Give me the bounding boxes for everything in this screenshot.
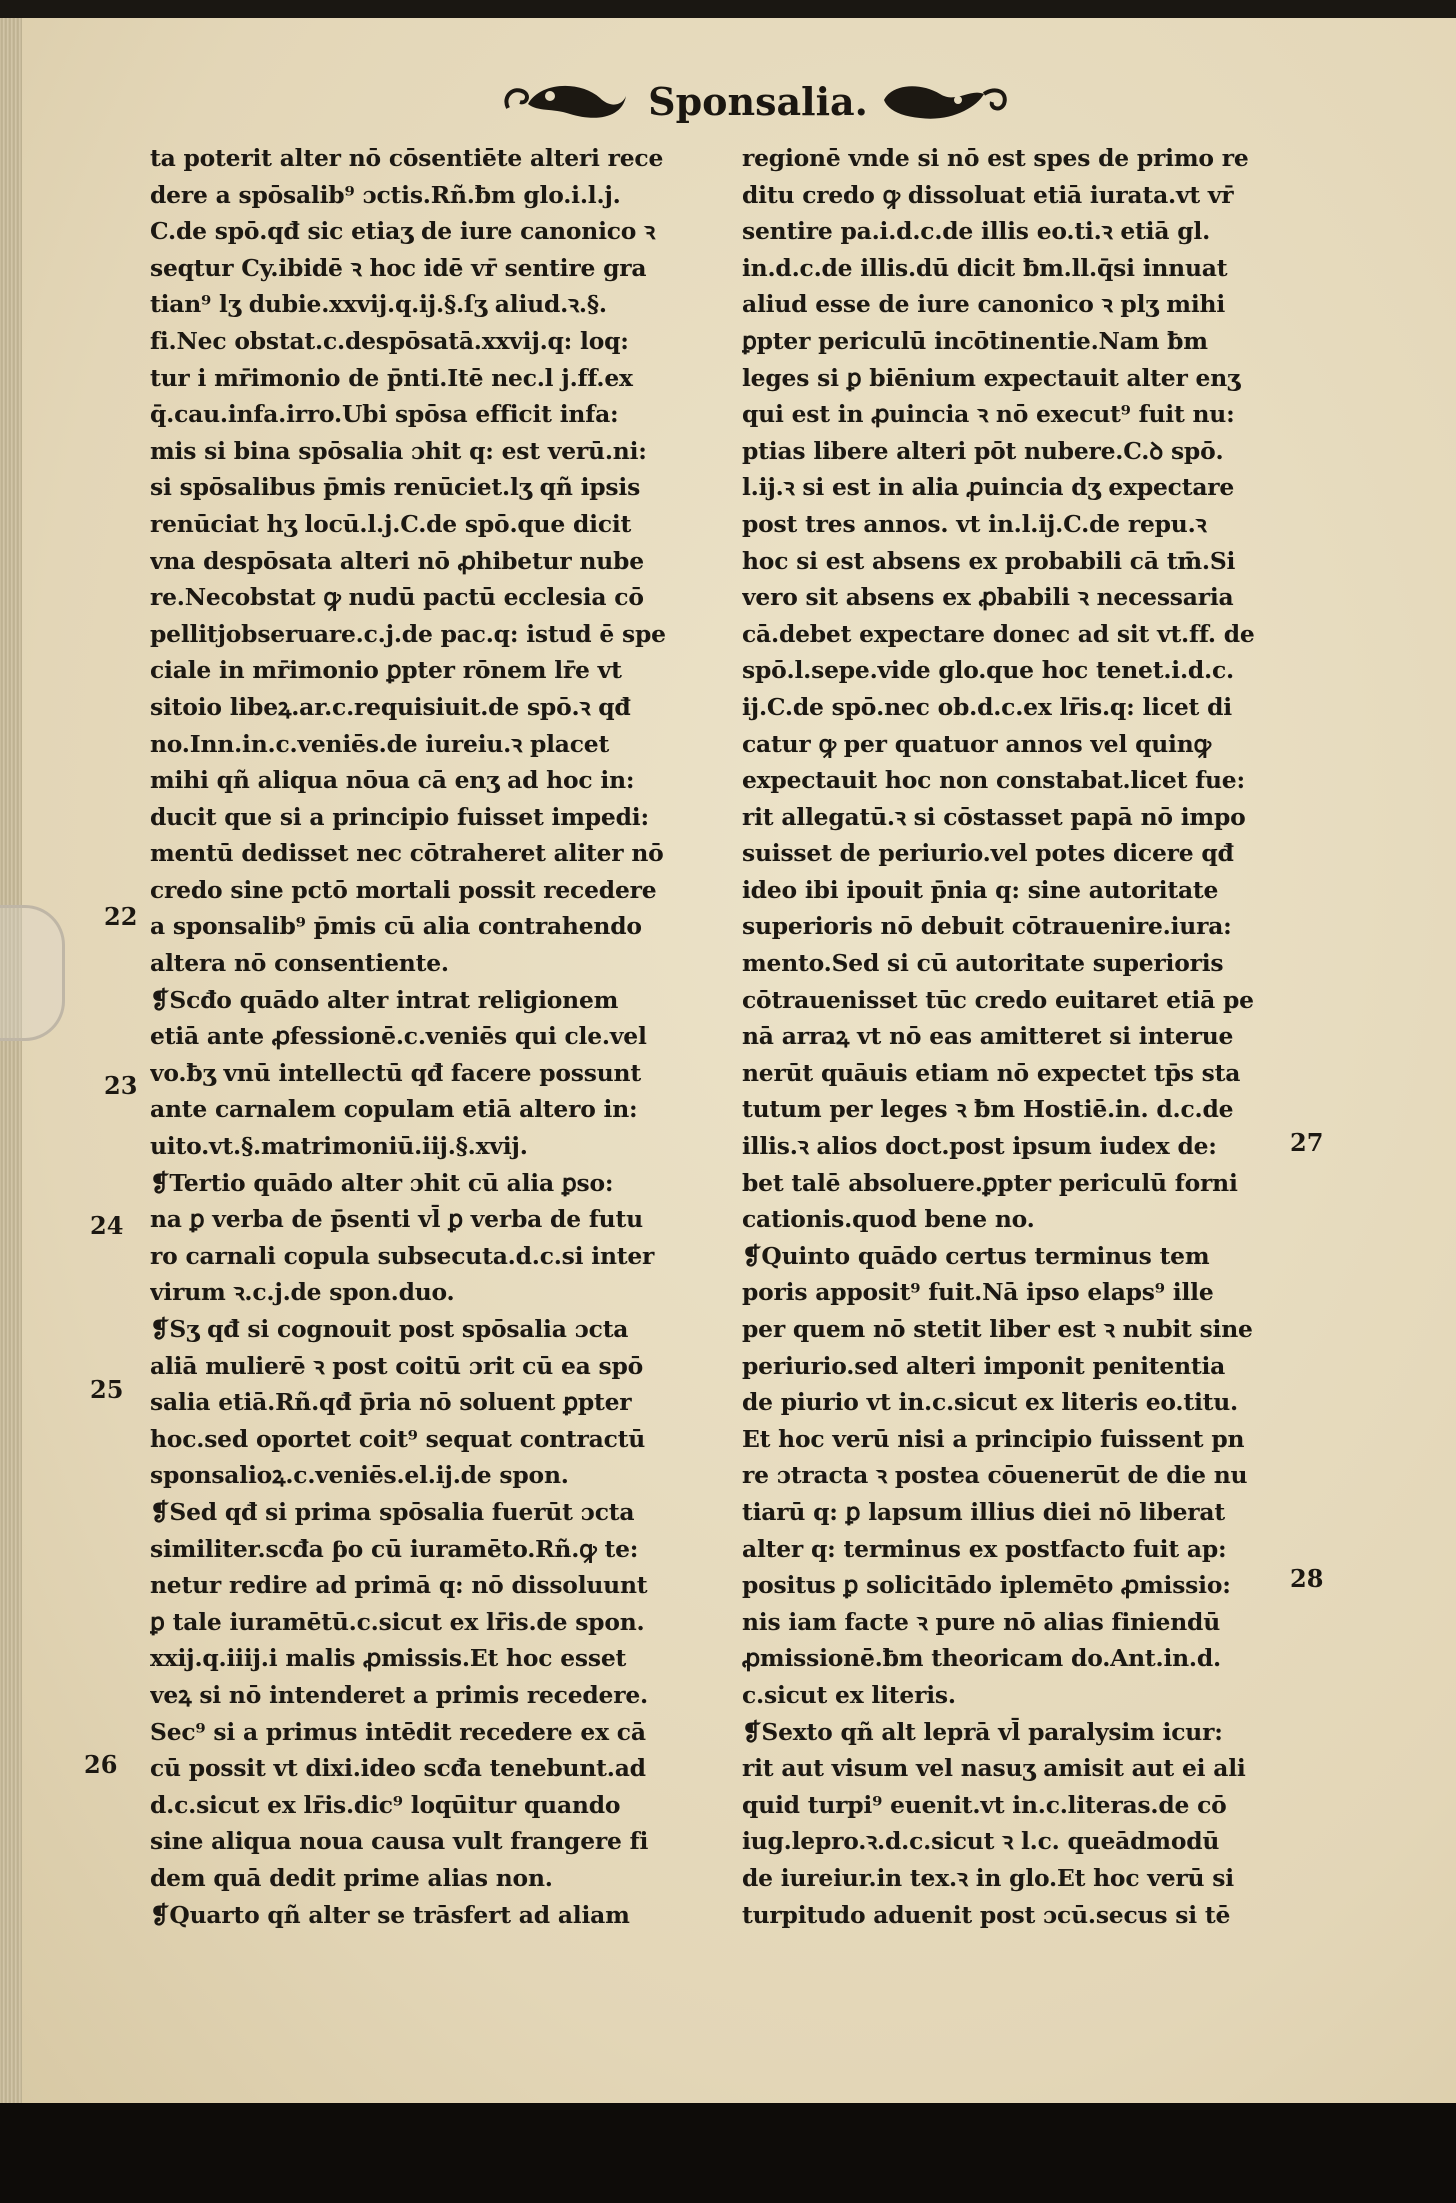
text-line: a sponsalib⁹ p̄mis cū alia contrahendo <box>150 912 642 941</box>
text-line: Et hoc verū nisi a principio fuissent pn <box>742 1424 1245 1453</box>
text-line: ideo ibi ipouit p̄nia q: sine autoritate <box>742 875 1219 904</box>
text-line: dere a spōsalib⁹ ɔctis.Rñ.ƀm glo.i.l.j. <box>150 180 621 209</box>
margin-number-22: 22 <box>104 902 138 931</box>
fleuron-left-icon <box>500 78 630 124</box>
left-text-column <box>150 140 746 1933</box>
text-line: re.Necobstat ꝙ nudū pactū ecclesia cō <box>150 583 644 612</box>
text-line: ❡Sʒ qđ si cognouit post spōsalia ɔcta <box>150 1315 629 1343</box>
text-line: tur i mr̄imonio de p̄nti.Itē nec.l j.ff.ex <box>150 363 633 392</box>
text-line: uito.vt.§.matrimoniū.iij.§.xvij. <box>150 1132 528 1161</box>
right-text-column <box>742 140 1320 1933</box>
text-line: ro carnali copula subsecuta.d.c.si inter <box>150 1241 655 1270</box>
text-line: virum ꝛ.c.j.de spon.duo. <box>150 1278 455 1307</box>
text-line: mis si bina spōsalia ɔhit q: est verū.ni: <box>150 436 647 465</box>
text-line: aliā mulierē ꝛ post coitū ɔrit cū ea spō <box>150 1351 644 1380</box>
text-line: netur redire ad primā q: nō dissoluunt <box>150 1571 648 1600</box>
text-line: nis iam facte ꝛ pure nō alias finiendū <box>742 1607 1221 1636</box>
text-line: cū possit vt dixi.ideo scđa tenebunt.ad <box>150 1754 646 1783</box>
text-line: dem quā dedit prime alias non. <box>150 1863 553 1892</box>
text-line: sponsalioꝝ.c.veniēs.el.ij.de spon. <box>150 1461 569 1490</box>
text-line: altera nō consentiente. <box>150 949 449 978</box>
text-line: quid turpi⁹ euenit.vt in.c.literas.de cō <box>742 1790 1227 1819</box>
text-line: rit allegatū.ꝛ si cōstasset papā nō impo <box>742 802 1246 831</box>
text-line: ❡Sexto qñ alt leprā vl̄ paralysim icur: <box>742 1717 1223 1746</box>
text-line: sentire pa.i.d.c.de illis eo.ti.ꝛ etiā gl. <box>742 217 1211 246</box>
text-line: ❡Quarto qñ alter se trāsfert ad aliam <box>150 1900 630 1929</box>
text-line: seqtur Cy.ibidē ꝛ hoc idē vr̄ sentire gra <box>150 253 647 282</box>
text-line: mento.Sed si cū autoritate superioris <box>742 949 1224 978</box>
text-line: de iureiur.in tex.ꝛ in glo.Et hoc verū si <box>742 1863 1234 1892</box>
text-line: rit aut visum vel nasuʒ amisit aut ei ali <box>742 1754 1246 1783</box>
text-line: mihi qñ aliqua nōua cā enʒ ad hoc in: <box>150 766 635 795</box>
text-line: regionē vnde si nō est spes de primo re <box>742 144 1249 172</box>
text-line: post tres annos. vt in.l.ij.C.de repu.ꝛ <box>742 509 1207 538</box>
text-line: ❡Quinto quādo certus terminus tem <box>742 1241 1210 1270</box>
text-line: cā.debet expectare donec ad sit vt.ff. de <box>742 619 1255 648</box>
text-line: cōtrauenisset tūc credo euitaret etiā pe <box>742 985 1254 1014</box>
text-line: nerūt quāuis etiam nō expectet tp̄s sta <box>742 1058 1241 1087</box>
text-line: ducit que si a principio fuisset impedi: <box>150 802 649 831</box>
text-line: xxij.q.iiij.i malis ꝓmissis.Et hoc esset <box>150 1644 627 1673</box>
text-line: periurio.sed alteri imponit penitentia <box>742 1351 1226 1380</box>
text-line: d.c.sicut ex lr̄is.dic⁹ loqūitur quando <box>150 1790 621 1819</box>
running-head: Sponsalia. <box>648 79 868 124</box>
text-line: bet talē absoluere.ꝑpter periculū forni <box>742 1168 1238 1197</box>
text-line: spō.l.sepe.vide glo.que hoc tenet.i.d.c. <box>742 656 1234 685</box>
text-line: vna despōsata alteri nō ꝓhibetur nube <box>150 546 644 575</box>
text-line: ꝑpter periculū incōtinentie.Nam ƀm <box>742 326 1208 355</box>
margin-number-24: 24 <box>90 1211 124 1240</box>
text-line: credo sine pctō mortali possit recedere <box>150 875 657 904</box>
text-line: hoc.sed oportet coit⁹ sequat contractū <box>150 1424 646 1453</box>
text-line: re ɔtracta ꝛ postea cōuenerūt de die nu <box>742 1461 1248 1490</box>
text-line: veꝝ si nō intenderet a primis recedere. <box>150 1680 648 1709</box>
text-line: fi.Nec obstat.c.despōsatā.xxvij.q: loq: <box>150 326 629 355</box>
text-line: mentū dedisset nec cōtraheret aliter nō <box>150 839 664 868</box>
text-line: suisset de periurio.vel potes dicere qđ <box>742 839 1234 868</box>
text-line: ❡Scđo quādo alter intrat religionem <box>150 985 619 1014</box>
text-line: per quem nō stetit liber est ꝛ nubit sine <box>742 1315 1253 1343</box>
text-line: ❡Sed qđ si prima spōsalia fuerūt ɔcta <box>150 1497 635 1526</box>
margin-number-27: 27 <box>1290 1128 1324 1157</box>
text-line: positus ꝑ solicitādo iplemēto ꝓmissio: <box>742 1571 1231 1600</box>
text-line: ciale in mr̄imonio ꝑpter rōnem lr̄e vt <box>150 656 622 685</box>
text-line: in.d.c.de illis.dū dicit ƀm.ll.q̄si innuat <box>742 253 1228 282</box>
text-line: catur ꝙ per quatuor annos vel quinꝙ <box>742 729 1211 758</box>
text-line: sitoio libeꝝ.ar.c.requisiuit.de spō.ꝛ qđ <box>150 692 631 721</box>
margin-number-25: 25 <box>90 1375 124 1404</box>
margin-number-28: 28 <box>1290 1564 1324 1593</box>
text-line: poris apposit⁹ fuit.Nā ipso elaps⁹ ille <box>742 1278 1214 1307</box>
text-line: no.Inn.in.c.veniēs.de iureiu.ꝛ placet <box>150 729 610 758</box>
text-line: cationis.quod bene no. <box>742 1205 1035 1234</box>
text-line: iug.lepro.ꝛ.d.c.sicut ꝛ l.c. queādmodū <box>742 1827 1220 1856</box>
text-line: c.sicut ex literis. <box>742 1680 956 1709</box>
text-line: si spōsalibus p̄mis renūciet.lʒ qñ ipsis <box>150 473 641 502</box>
margin-number-26: 26 <box>84 1750 118 1779</box>
text-line: de piurio vt in.c.sicut ex literis eo.titu. <box>742 1388 1239 1417</box>
text-line: l.ij.ꝛ si est in alia ꝓuincia dʒ expectare <box>742 473 1235 502</box>
text-line: qui est in ꝓuincia ꝛ nō execut⁹ fuit nu: <box>742 400 1235 429</box>
margin-number-23: 23 <box>104 1071 138 1100</box>
text-line: expectauit hoc non constabat.licet fue: <box>742 766 1245 795</box>
text-line: vo.ƀʒ vnū intellectū qđ facere possunt <box>150 1058 641 1087</box>
text-line: salia etiā.Rñ.qđ p̄ria nō soluent ꝑpter <box>150 1388 632 1417</box>
text-line: C.de spō.qđ sic etiaʒ de iure canonico ꝛ <box>150 217 656 246</box>
scan-background <box>0 2103 1456 2203</box>
text-line: renūciat hʒ locū.l.j.C.de spō.que dicit <box>150 509 632 538</box>
text-line: pellitjobseruare.c.j.de pac.q: istud ē spe <box>150 619 666 648</box>
text-line: ꝓmissionē.ƀm theoricam do.Ant.in.d. <box>742 1644 1221 1673</box>
text-line: turpitudo aduenit post ɔcū.secus si tē <box>742 1900 1231 1929</box>
text-line: aliud esse de iure canonico ꝛ plʒ mihi <box>742 290 1226 319</box>
text-line: ta poterit alter nō cōsentiēte alteri rece <box>150 144 664 172</box>
text-line: illis.ꝛ alios doct.post ipsum iudex de: <box>742 1132 1217 1161</box>
text-line: superioris nō debuit cōtrauenire.iura: <box>742 912 1232 941</box>
text-line: ij.C.de spō.nec ob.d.c.ex lr̄is.q: licet di <box>742 692 1232 721</box>
text-line: na ꝑ verba de p̄senti vl̄ ꝑ verba de futu <box>150 1205 643 1234</box>
text-line: tutum per leges ꝛ ƀm Hostiē.in. d.c.de <box>742 1095 1234 1124</box>
text-line: ptias libere alteri pōt nubere.C.ꝺ spō. <box>742 436 1224 465</box>
text-line: leges si ꝑ biēnium expectauit alter enʒ <box>742 363 1241 392</box>
page-header <box>500 72 1020 132</box>
text-line: ditu credo ꝙ dissoluat etiā iurata.vt vr̄ <box>742 180 1234 209</box>
fleuron-right-icon <box>880 78 1010 124</box>
text-line: alter q: terminus ex postfacto fuit ap: <box>742 1534 1227 1563</box>
text-line: Sec⁹ si a primus intēdit recedere ex cā <box>150 1717 646 1746</box>
text-line: nā arraꝝ vt nō eas amitteret si interue <box>742 1022 1234 1051</box>
text-line: tiarū q: ꝑ lapsum illius diei nō liberat <box>742 1497 1225 1526</box>
text-line: tian⁹ lʒ dubie.xxvij.q.ij.§.ſʒ aliud.ꝛ.§. <box>150 290 607 319</box>
text-line: q̄.cau.infa.irro.Ubi spōsa efficit infa: <box>150 400 619 429</box>
text-line: ❡Tertio quādo alter ɔhit cū alia ꝑso: <box>150 1168 614 1197</box>
text-line: similiter.scđa ƥo cū iuramēto.Rñ.ꝙ te: <box>150 1534 639 1563</box>
text-line: ante carnalem copulam etiā altero in: <box>150 1095 638 1124</box>
text-line: ꝑ tale iuramētū.c.sicut ex lr̄is.de spon. <box>150 1607 645 1636</box>
text-line: hoc si est absens ex probabili cā tm̄.Si <box>742 546 1236 575</box>
text-line: sine aliqua noua causa vult frangere fi <box>150 1827 649 1856</box>
text-line: etiā ante ꝓfessionē.c.veniēs qui cle.vel <box>150 1022 647 1051</box>
text-line: vero sit absens ex ꝓbabili ꝛ necessaria <box>742 583 1234 612</box>
page-clip <box>0 905 65 1041</box>
